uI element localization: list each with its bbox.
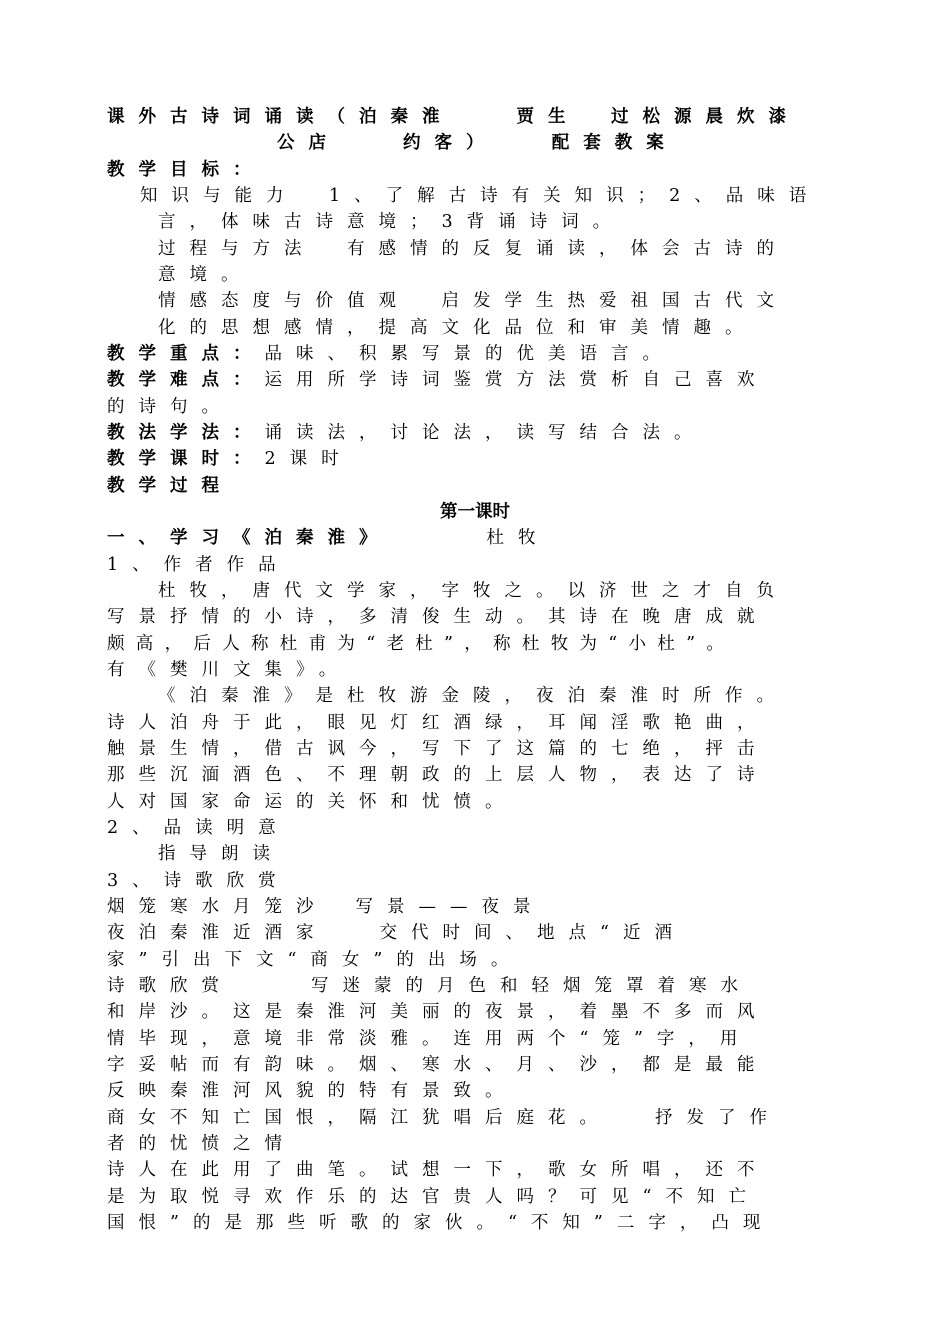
objective-knowledge-cont: 言，体味古诗意境；3背诵诗词。 <box>158 212 625 232</box>
poem-line1-note: 写景——夜景 <box>355 897 545 917</box>
section1-title: 一、学习《泊秦淮》 <box>107 528 391 548</box>
p1-line3: 颇高，后人称杜甫为“老杜”，称杜牧为“小杜”。 <box>107 634 736 654</box>
last-line2: 是为取悦寻欢作乐的达官贵人吗？可见“不知亡 <box>107 1187 760 1207</box>
key-point-label: 教学重点： <box>107 344 265 364</box>
poem-line3-note: 抒发了作 <box>655 1108 781 1128</box>
appr-line3: 情毕现，意境非常淡雅。连用两个“笼”字，用 <box>107 1029 752 1049</box>
poem-line2-row <box>107 920 829 946</box>
reading-heading: 2、品读明意 <box>107 818 290 838</box>
poem-line2-note: 交代时间、地点“近酒 <box>379 923 686 943</box>
author-works-heading: 1、作者作品 <box>107 555 290 575</box>
process-heading: 教学过程 <box>107 476 233 496</box>
difficulty-cont: 的诗句。 <box>107 397 233 417</box>
last-line1: 诗人在此用了曲笔。试想一下，歌女所唱，还不 <box>107 1160 769 1180</box>
p1-line2: 写景抒情的小诗，多清俊生动。其诗在晚唐成就 <box>107 607 769 627</box>
key-point-text: 品味、积累写景的优美语言。 <box>264 344 674 364</box>
difficulty-text: 运用所学诗词鉴赏方法赏析自己喜欢 <box>264 370 769 390</box>
appr-line4: 字妥帖而有韵味。烟、寒水、月、沙，都是最能 <box>107 1055 769 1075</box>
p1-line1: 杜牧，唐代文学家，字牧之。以济世之才自负 <box>158 581 788 601</box>
poem-line1: 烟笼寒水月笼沙 <box>107 897 328 917</box>
reading-guide: 指导朗读 <box>158 844 284 864</box>
section1-author: 杜牧 <box>486 528 550 548</box>
poem-line3-row <box>107 1105 829 1131</box>
appr-line2: 和岸沙。这是秦淮河美丽的夜景，着墨不多而风 <box>107 1002 769 1022</box>
methods-label: 教法学法： <box>107 423 265 443</box>
poem-line3: 商女不知亡国恨，隔江犹唱后庭花。 <box>107 1108 611 1128</box>
difficulty-label: 教学难点： <box>107 370 265 390</box>
methods-line <box>107 420 829 446</box>
difficulty-line <box>107 367 829 393</box>
key-point-line <box>107 341 829 367</box>
appr-line5: 反映秦淮河风貌的特有景致。 <box>107 1081 517 1101</box>
poem-line2-cont: 家”引出下文“商女”的出场。 <box>107 950 523 970</box>
objective-emotion-cont: 化的思想感情，提高文化品位和审美情趣。 <box>158 318 757 338</box>
p1-line4: 有《樊川文集》。 <box>107 660 351 680</box>
appr-label: 诗歌欣赏 <box>107 976 233 996</box>
section1-line <box>107 525 829 551</box>
poem-line2: 夜泊秦淮近酒家 <box>107 923 328 943</box>
hours-text: 2课时 <box>264 449 353 469</box>
doc-title-line2: 公店 约客） 配套教案 <box>277 133 678 153</box>
doc-title-line1: 课外古诗词诵读（泊秦淮 贾生 过松源晨炊漆 <box>107 107 800 127</box>
last-line3: 国恨”的是那些听歌的家伙。“不知”二字，凸现 <box>107 1213 775 1233</box>
hours-label: 教学课时： <box>107 449 265 469</box>
appr-line1-row <box>107 973 829 999</box>
objectives-heading: 教学目标： <box>107 160 265 180</box>
p2-line3: 触景生情，借古讽今，写下了这篇的七绝，抨击 <box>107 739 769 759</box>
p2-line4: 那些沉湎酒色、不理朝政的上层人物，表达了诗 <box>107 765 769 785</box>
p2-line2: 诗人泊舟于此，眼见灯红酒绿，耳闻淫歌艳曲， <box>107 713 769 733</box>
appr-line1: 写迷蒙的月色和轻烟笼罩着寒水 <box>311 976 752 996</box>
objective-emotion: 情感态度与价值观 启发学生热爱祖国古代文 <box>158 291 788 311</box>
p2-line5: 人对国家命运的关怀和忧愤。 <box>107 792 517 812</box>
objective-knowledge: 知识与能力 1、了解古诗有关知识；2、品味语 <box>140 186 821 206</box>
hours-line <box>107 446 829 472</box>
methods-text: 诵读法，讨论法，读写结合法。 <box>264 423 706 443</box>
appreciation-heading: 3、诗歌欣赏 <box>107 871 290 891</box>
poem-line3-cont: 者的忧愤之情 <box>107 1134 296 1154</box>
objective-process-cont: 意境。 <box>158 265 253 285</box>
lesson-heading: 第一课时 <box>440 502 510 522</box>
poem-line1-row <box>107 894 829 920</box>
p2-line1: 《泊秦淮》是杜牧游金陵，夜泊秦淮时所作。 <box>158 686 788 706</box>
objective-process: 过程与方法 有感情的反复诵读，体会古诗的 <box>158 239 788 259</box>
